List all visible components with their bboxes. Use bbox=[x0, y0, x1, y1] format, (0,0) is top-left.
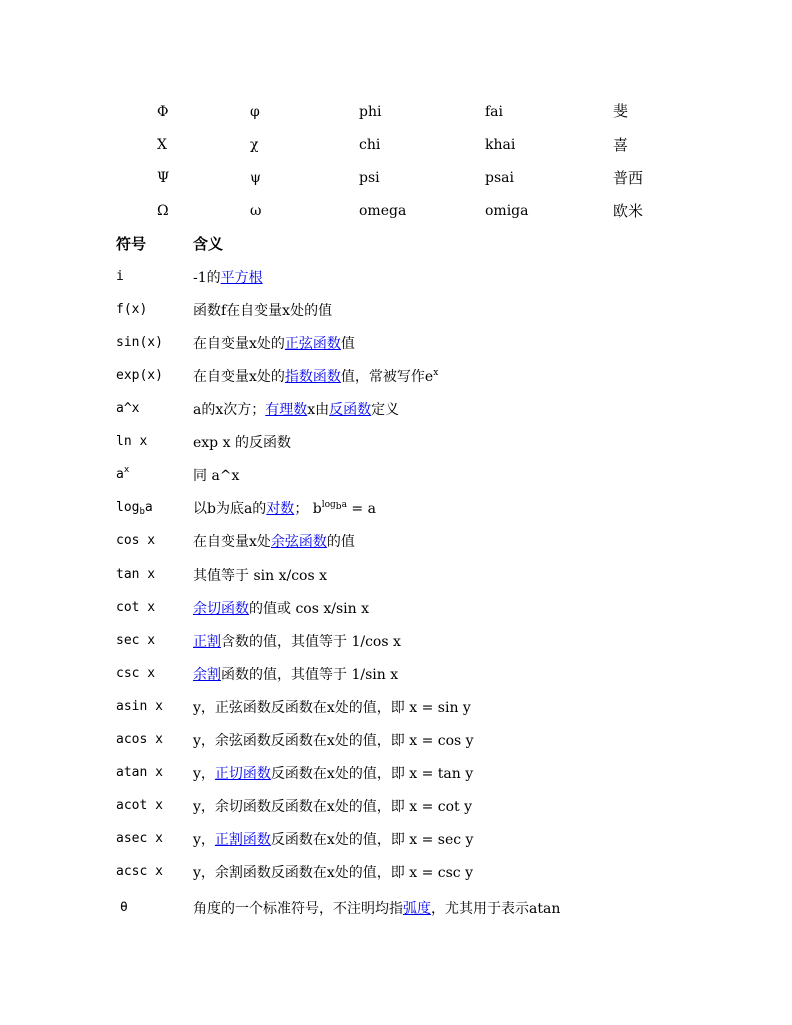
greek-english: phi bbox=[359, 104, 382, 120]
symbol-cell: acsc x bbox=[116, 864, 163, 879]
greek-upper: Φ bbox=[157, 104, 169, 120]
symbol-cell: exp(x) bbox=[116, 368, 163, 383]
table-row bbox=[0, 631, 792, 653]
meaning-text: x由 bbox=[307, 402, 330, 418]
table-row bbox=[0, 664, 792, 686]
symbol-cell: a^x bbox=[116, 401, 140, 416]
meaning-text: 的值或 cos x/sin x bbox=[249, 601, 369, 617]
meaning-text: 的值 bbox=[326, 534, 355, 550]
table-row bbox=[0, 697, 792, 719]
link-square-root[interactable]: 平方根 bbox=[220, 270, 263, 286]
table-row bbox=[0, 366, 792, 388]
greek-lower: ω bbox=[250, 203, 262, 219]
meaning-cell: 函数f在自变量x处的值 bbox=[193, 303, 333, 319]
meaning-text: = a bbox=[346, 501, 376, 517]
meaning-text: a的x次方； bbox=[193, 402, 266, 418]
symbol-cell: cot x bbox=[116, 600, 156, 615]
meaning-cell: y，正弦函数反函数在x处的值，即 x = sin y bbox=[193, 700, 471, 716]
greek-upper: Ψ bbox=[157, 170, 170, 186]
table-row bbox=[0, 333, 792, 355]
superscript bbox=[322, 500, 347, 510]
symbol-cell: θ bbox=[120, 900, 128, 915]
symbol-cell: tan x bbox=[116, 567, 156, 582]
greek-upper: Χ bbox=[157, 137, 167, 153]
greek-lower: χ bbox=[250, 137, 259, 153]
link-cosine-function[interactable]: 余弦函数 bbox=[270, 534, 327, 550]
superscript: x bbox=[123, 465, 130, 475]
greek-row bbox=[0, 104, 792, 124]
table-row bbox=[0, 598, 792, 620]
greek-pronunciation: psai bbox=[485, 170, 514, 186]
link-cotangent-function[interactable]: 余切函数 bbox=[193, 601, 249, 617]
greek-pronunciation: fai bbox=[485, 104, 504, 120]
greek-english: omega bbox=[359, 203, 407, 219]
meaning-cell bbox=[193, 531, 355, 551]
table-row bbox=[0, 829, 792, 851]
symbol-cell: sec x bbox=[116, 633, 156, 648]
sup-sub: b bbox=[335, 502, 342, 512]
meaning-text: 在自变量x处的 bbox=[193, 369, 285, 385]
greek-lower: φ bbox=[250, 104, 260, 120]
sup-log: log bbox=[321, 500, 336, 510]
meaning-text: 反函数在x处的值，即 x = sec y bbox=[270, 832, 474, 848]
meaning-cell bbox=[193, 598, 369, 618]
table-row bbox=[0, 898, 792, 920]
symbol-cell: cos x bbox=[116, 533, 156, 548]
link-exponential-function[interactable]: 指数函数 bbox=[284, 369, 341, 385]
symbol-cell: ln x bbox=[116, 434, 148, 449]
table-row bbox=[0, 531, 792, 553]
symbol-cell bbox=[116, 467, 129, 482]
meaning-text: 在自变量x处 bbox=[193, 534, 271, 550]
link-sine-function[interactable]: 正弦函数 bbox=[284, 336, 341, 352]
table-row bbox=[0, 730, 792, 752]
meaning-cell: y，余割函数反函数在x处的值，即 x = csc y bbox=[193, 865, 474, 881]
meaning-cell bbox=[193, 333, 355, 353]
greek-row bbox=[0, 203, 792, 223]
meaning-cell bbox=[193, 267, 263, 287]
greek-lower: ψ bbox=[250, 170, 261, 186]
symbol-cell: i bbox=[116, 269, 124, 284]
meaning-cell bbox=[193, 631, 401, 651]
meaning-cell: y，余弦函数反函数在x处的值，即 x = cos y bbox=[193, 733, 474, 749]
table-row bbox=[0, 862, 792, 884]
table-row bbox=[0, 498, 792, 520]
meaning-cell: exp x 的反函数 bbox=[193, 435, 291, 451]
greek-upper: Ω bbox=[157, 203, 169, 219]
meaning-text: 角度的一个标准符号，不注明均指 bbox=[193, 901, 403, 917]
meaning-text: 值，常被写作e bbox=[340, 369, 434, 385]
meaning-text: 定义 bbox=[371, 402, 400, 418]
meaning-cell bbox=[193, 664, 398, 684]
meaning-text: 以b为底a的 bbox=[193, 501, 267, 517]
link-cosecant[interactable]: 余割 bbox=[193, 667, 221, 683]
meaning-cell bbox=[193, 898, 560, 918]
meaning-cell bbox=[193, 498, 376, 518]
symbol-cell bbox=[116, 500, 153, 515]
greek-pronunciation: omiga bbox=[485, 203, 529, 219]
meaning-text: 在自变量x处的 bbox=[193, 336, 285, 352]
table-row bbox=[0, 465, 792, 487]
greek-chinese: 普西 bbox=[613, 169, 644, 187]
symbol-tail: a bbox=[144, 500, 153, 515]
symbol-cell: asin x bbox=[116, 699, 163, 714]
sup-a: a bbox=[341, 500, 347, 510]
meaning-cell: 同 a^x bbox=[193, 468, 240, 484]
meaning-cell bbox=[193, 399, 399, 419]
symbol-cell: asec x bbox=[116, 831, 163, 846]
meaning-cell: 其值等于 sin x/cos x bbox=[193, 568, 327, 584]
greek-english: chi bbox=[359, 137, 381, 153]
meaning-text: 值 bbox=[340, 336, 355, 352]
greek-english: psi bbox=[359, 170, 380, 186]
symbol-base: log bbox=[116, 500, 140, 515]
meaning-text: ，尤其用于表示atan bbox=[431, 901, 561, 917]
symbol-cell: atan x bbox=[116, 765, 163, 780]
link-inverse-function[interactable]: 反函数 bbox=[329, 402, 372, 418]
greek-chinese: 喜 bbox=[613, 136, 629, 154]
meaning-cell: y，余切函数反函数在x处的值，即 x = cot y bbox=[193, 799, 473, 815]
symbol-cell: acot x bbox=[116, 798, 163, 813]
table-row bbox=[0, 796, 792, 818]
symbol-cell: f(x) bbox=[116, 302, 148, 317]
link-radian[interactable]: 弧度 bbox=[403, 901, 431, 917]
table-row bbox=[0, 432, 792, 454]
superscript: x bbox=[433, 368, 439, 378]
greek-chinese: 斐 bbox=[613, 102, 629, 120]
meaning-cell bbox=[193, 763, 473, 783]
symbol-cell: sin(x) bbox=[116, 335, 163, 350]
symbol-cell: acos x bbox=[116, 732, 163, 747]
greek-row bbox=[0, 170, 792, 190]
table-row bbox=[0, 399, 792, 421]
meaning-text: 函数的值，其值等于 1/sin x bbox=[221, 667, 399, 683]
header-meaning: 含义 bbox=[193, 235, 224, 253]
symbol-base: a bbox=[116, 467, 124, 482]
link-rational-number[interactable]: 有理数 bbox=[265, 402, 308, 418]
table-row bbox=[0, 565, 792, 587]
link-secant-function[interactable]: 正割函数 bbox=[214, 832, 271, 848]
greek-row bbox=[0, 137, 792, 157]
meaning-text: y， bbox=[193, 832, 215, 848]
subscript: b bbox=[139, 507, 145, 517]
link-tangent-function[interactable]: 正切函数 bbox=[214, 766, 271, 782]
table-row bbox=[0, 267, 792, 289]
meaning-cell bbox=[193, 829, 473, 849]
symbol-cell: csc x bbox=[116, 666, 156, 681]
meaning-text: ； b bbox=[294, 501, 322, 517]
table-row bbox=[0, 763, 792, 785]
header-symbol: 符号 bbox=[116, 235, 147, 253]
meaning-text: -1的 bbox=[193, 270, 221, 286]
greek-chinese: 欧米 bbox=[613, 202, 644, 220]
link-logarithm[interactable]: 对数 bbox=[266, 501, 295, 517]
meaning-text: 含数的值，其值等于 1/cos x bbox=[221, 634, 401, 650]
meaning-cell bbox=[193, 366, 438, 386]
greek-pronunciation: khai bbox=[485, 137, 516, 153]
link-secant[interactable]: 正割 bbox=[193, 634, 221, 650]
table-row bbox=[0, 300, 792, 322]
meaning-text: 反函数在x处的值，即 x = tan y bbox=[270, 766, 474, 782]
meaning-text: y， bbox=[193, 766, 215, 782]
